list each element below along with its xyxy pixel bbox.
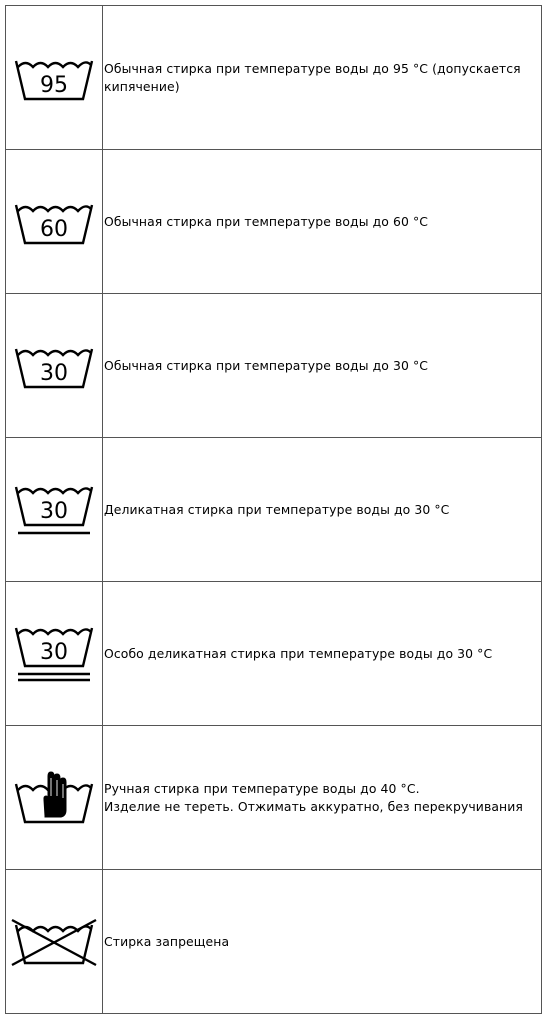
wash-95-icon (14, 53, 94, 103)
table-row (6, 582, 542, 726)
temperature-label: 30 (40, 360, 68, 386)
description-cell (103, 582, 542, 726)
description-line: Обычная стирка при температуре воды до 95 °С (допускается (104, 60, 521, 76)
description-line: Особо деликатная стирка при температуре воды до 30 °С (104, 645, 493, 661)
description-cell (103, 726, 542, 870)
temperature-label: 30 (40, 639, 68, 665)
table-row (6, 726, 542, 870)
description-cell (103, 294, 542, 438)
icon-cell (6, 150, 103, 294)
table-row (6, 870, 542, 1014)
icon-cell (6, 582, 103, 726)
icon-cell (6, 438, 103, 582)
temperature-label: 95 (40, 72, 68, 98)
icon-cell (6, 6, 103, 150)
description-cell (103, 438, 542, 582)
description-line: Деликатная стирка при температуре воды до 30 °С (104, 501, 450, 517)
description-cell (103, 870, 542, 1014)
washing-symbols-table (5, 5, 542, 1014)
description-cell (103, 6, 542, 150)
description-line: Изделие не тереть. Отжимать аккуратно, без перекручивания (104, 798, 523, 814)
wash-60-icon (14, 197, 94, 247)
wash-30-icon (14, 341, 94, 391)
description-line: Обычная стирка при температуре воды до 30 °С (104, 357, 429, 373)
table-row (6, 294, 542, 438)
description-line: Обычная стирка при температуре воды до 60 °С (104, 213, 429, 229)
icon-cell (6, 870, 103, 1014)
table-row (6, 150, 542, 294)
wash-30-delicate-icon (14, 483, 94, 537)
table-row (6, 438, 542, 582)
temperature-label: 30 (40, 498, 68, 524)
description-line: кипячение) (104, 78, 180, 94)
description-line: Стирка запрещена (104, 933, 230, 949)
hand-wash-icon (14, 770, 94, 826)
description-line: Ручная стирка при температуре воды до 40 °С. (104, 780, 420, 796)
icon-cell (6, 294, 103, 438)
temperature-label: 60 (40, 216, 68, 242)
icon-cell (6, 726, 103, 870)
table-row (6, 6, 542, 150)
description-cell (103, 150, 542, 294)
do-not-wash-icon (10, 917, 98, 967)
wash-30-very-delicate-icon (14, 624, 94, 684)
